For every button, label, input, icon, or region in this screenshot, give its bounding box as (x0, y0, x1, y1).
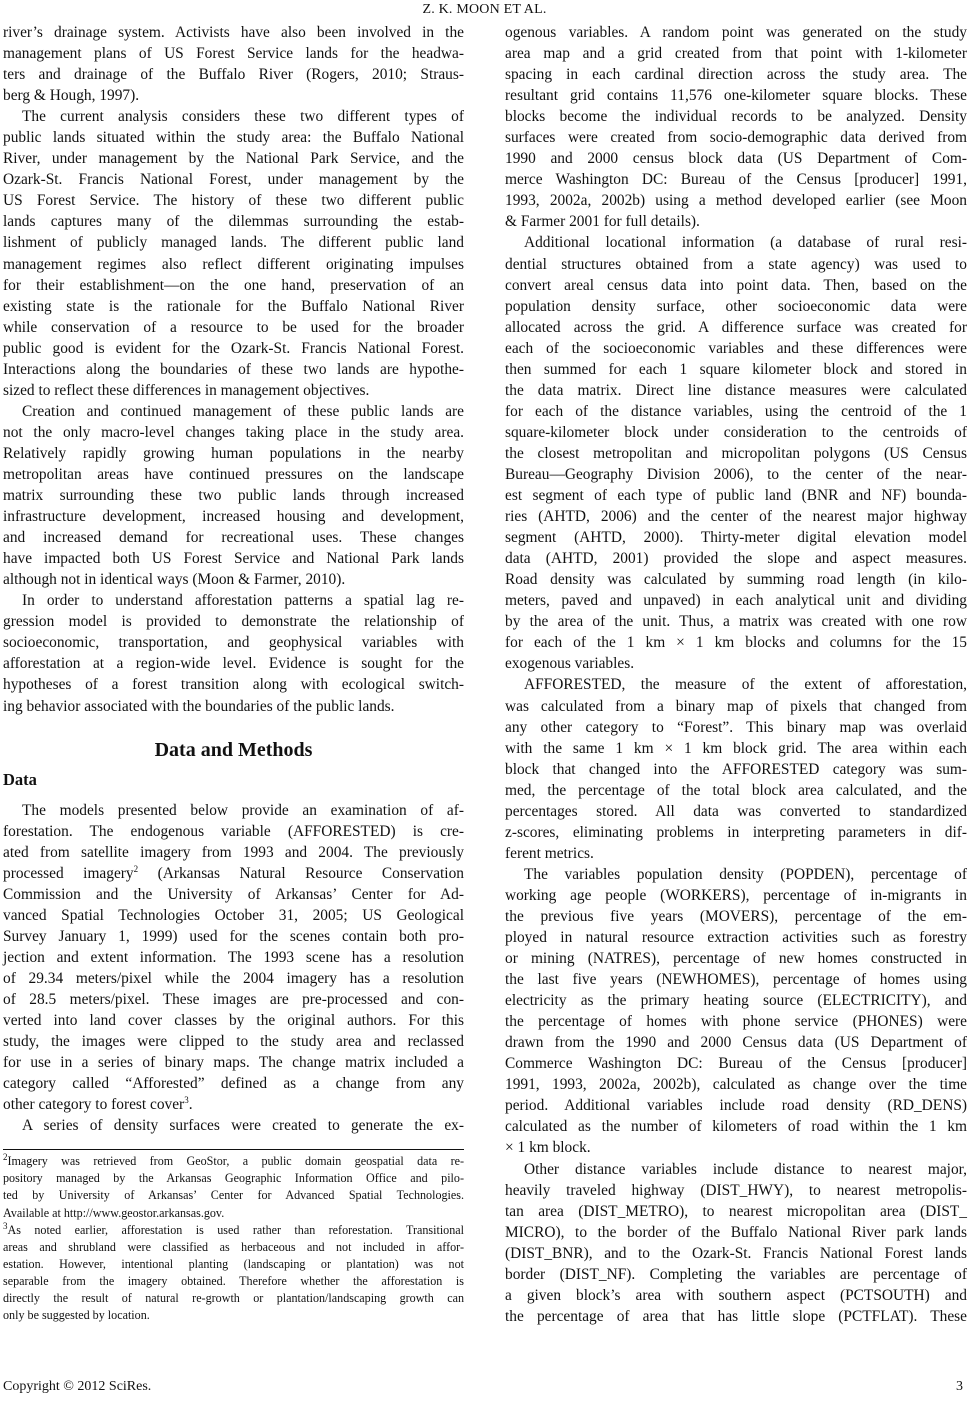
text-line: 1993, 2002a, 2002b) using a method developed earlier (see Moon (505, 192, 967, 210)
text-line: verted into land cover classes by the original authors. For this (3, 1012, 464, 1030)
text-line: category called “Afforested” defined as a change from any (3, 1075, 464, 1093)
text-line: the closest metropolitan and micropolitan polygons (US Census (505, 444, 967, 462)
text-line: ated from satellite imagery from 1993 and 2004. The previously (3, 843, 464, 861)
text-line: calculated as the number of kilometers of road within the 1 km (505, 1118, 967, 1136)
footnote-3-line: $^3$As noted earlier, afforestation is used rather than reforestation. Transitional (3, 1220, 464, 1237)
text-line: percentages stored. All data was converted to standardized (505, 802, 967, 820)
text-line: forestation. The endogenous variable (AFFORESTED) is cre- (3, 822, 464, 840)
text-line: (DIST_BNR), and to the Ozark-St. Francis National Forest lands (505, 1244, 967, 1262)
text-line: spacing in each cardinal direction across the study area. The (505, 66, 967, 84)
text-line: segment (AHTD, 2000). Thirty-meter digital elevation model (505, 529, 967, 547)
footnote-2-line: $^2$Imagery was retrieved from GeoStor, a public domain geospatial data re- (3, 1152, 464, 1169)
text-line: metropolitan areas have continued pressures on the landscape (3, 465, 464, 483)
text-line: public good is evident for the Ozark-St. Francis National Forest. (3, 339, 464, 357)
footnote-line: pository managed by the Arkansas Geographic Information Office and pilo- (3, 1171, 464, 1186)
text-line: of 28.5 meters/pixel. These images are pre-processed and con- (3, 990, 464, 1008)
text-line: for each of the distance variables, using the centroid of the 1 (505, 402, 967, 420)
running-head: Z. K. MOON ET AL. (422, 2, 547, 17)
text-line: the last five years (NEWHOMES), percentage of homes using (505, 971, 967, 989)
text-line: Creation and continued management of these public lands are (22, 402, 464, 420)
text-line: lishment of publicly managed lands. The different public land (3, 234, 464, 252)
paragraph-data (3, 800, 464, 1116)
text-line: the previous five years (MOVERS), percentage of the em- (505, 907, 967, 925)
text-line: resultant grid contains 11,576 one-kilometer square blocks. These (505, 87, 967, 105)
text-line: ing behavior associated with the boundaries of the public lands. (3, 697, 395, 715)
text-line: Additional locational information (a database of rural resi- (524, 234, 967, 252)
text-line: while conservation of a resource to be used for the broader (3, 318, 464, 336)
text-line: for use in a series of binary maps. The change matrix included a (3, 1054, 464, 1072)
text-line: socioeconomic, transportation, and geophysical variables with (3, 634, 464, 652)
text-line: × 1 km block. (505, 1139, 591, 1157)
text-line: was calculated from a binary map of pixels that changed from (505, 697, 967, 715)
footnote-divider (3, 1149, 464, 1150)
text-line: block that changed into the AFFORESTED category was sum- (505, 760, 967, 778)
text-line: z-scores, eliminating problems in interpreting parameters in dif- (505, 823, 967, 841)
text-line: and increased demand for recreational uses. These changes (3, 529, 464, 547)
text-line: then summed for each 1 square kilometer block and stored in (505, 360, 967, 378)
paragraph (3, 22, 464, 106)
page-number: 3 (956, 1379, 963, 1394)
text-line: & Farmer 2001 for full details). (505, 213, 700, 231)
text-line: Interactions along the boundaries of these two lands are hypothe- (3, 360, 464, 378)
subsection-title: Data (3, 769, 37, 789)
copyright-footer: Copyright © 2012 SciRes. (3, 1379, 152, 1394)
text-line: river’s drainage system. Activists have also been involved in the (3, 24, 464, 41)
text-line: allocated across the grid. A difference surface was created for (505, 318, 967, 336)
text-line: a given block’s area with southern aspect (PCTSOUTH) and (505, 1286, 967, 1304)
text-line: MICRO), to the border of the Buffalo National River park lands (505, 1223, 967, 1241)
text-line: med, the percentage of the total block area calculated, and the (505, 781, 967, 799)
text-line: sized to reflect these differences in management objectives. (3, 381, 370, 399)
text-line: 1990 and 2000 census block data (US Department of Com- (505, 150, 967, 168)
right-column (505, 22, 967, 1327)
text-line: although not in identical ways (Moon & Farmer, 2010). (3, 571, 346, 589)
text-line: infrastructure development, increased housing and development, (3, 508, 464, 526)
text-line: drawn from the 1990 and 2000 Census data (US Department of (505, 1034, 967, 1052)
text-line: Ozark-St. Francis National Forest, under management by the (3, 171, 464, 189)
paragraph (505, 674, 967, 863)
text-line: The current analysis considers these two different types of (22, 108, 464, 126)
text-line: Survey January 1, 1999) used for the scenes contain both pro- (3, 927, 464, 945)
text-line: have impacted both US Forest Service and National Park lands (3, 550, 464, 568)
text-line: period. Additional variables include road density (RD_DENS) (505, 1097, 967, 1115)
footnote-line: only be suggested by location. (3, 1308, 150, 1323)
text-line: for each of the 1 km × 1 km blocks and columns for the 15 (505, 634, 967, 652)
text-line: by the area of the unit. Thus, a matrix was created with one row (505, 613, 967, 631)
text-line: the percentage of homes with phone service (PHONES) were (505, 1013, 967, 1031)
text-line: or mining (NATRES), percentage of new homes constructed in (505, 950, 967, 968)
text-line: of 29.34 meters/pixel while the 2004 imagery has a resolution (3, 969, 464, 987)
text-line: matrix surrounding these two public lands through increased (3, 487, 464, 505)
text-line: 1991, 1993, 2002a, 2002b), calculated as change over the time (505, 1076, 967, 1094)
footnote-line: areas and shrubland were classified as herbaceous and not included in affor- (3, 1239, 464, 1254)
text-line: vanced Spatial Technologies October 31, 2005; US Geological (3, 906, 464, 924)
footnote-ref[interactable]: 2 (133, 863, 139, 874)
text-line: surfaces were created from socio-demographic data derived from (505, 129, 967, 147)
text-line: for their establishment—on the one hand, preservation of an (3, 276, 464, 294)
text-line: lands captures many of the dilemmas surrounding the estab- (3, 213, 464, 231)
text-line: Relatively rapidly growing human populations in the nearby (3, 444, 464, 462)
text-line: the data matrix. Direct line distance measures were calculated (505, 381, 967, 399)
text-line: convert areal census data into point data. Then, based on the (505, 276, 967, 294)
text-line: Commerce Washington DC: Bureau of the Census [producer] (505, 1055, 967, 1073)
text-line: population density surface, other socioeconomic data were (505, 297, 967, 315)
paragraph (3, 401, 464, 590)
paragraph (505, 864, 967, 1159)
text-line: The models presented below provide an examination of af- (22, 801, 464, 819)
text-line: other category to forest cover$^3$. (3, 1095, 193, 1114)
text-line: afforestation at a region-wide level. Evidence is sought for the (3, 655, 464, 673)
text-line: border (DIST_NF). Completing the variables are percentage of (505, 1265, 967, 1283)
paragraph (3, 1115, 464, 1136)
text-line: River, under management by the National Park Service, and the (3, 150, 464, 168)
text-line: hypotheses of a forest transition along with ecological switch- (3, 676, 464, 694)
text-line: jection and extent information. The 1993 scene has a resolution (3, 948, 464, 966)
paragraph (3, 106, 464, 401)
text-line: merce Washington DC: Bureau of the Census [producer] 1991, (505, 171, 967, 189)
text-line: ters and drainage of the Buffalo River (Rogers, 2010; Straus- (3, 66, 464, 84)
text-line: Other distance variables include distance to nearest major, (524, 1160, 967, 1178)
text-line: exogenous variables. (505, 655, 635, 673)
text-line: ferent metrics. (505, 844, 594, 862)
text-line: A series of density surfaces were created to generate the ex- (22, 1117, 464, 1135)
text-line: gression model is provided to demonstrate the relationship of (3, 613, 464, 631)
text-line: meters, paved and unpaved) in each analytical unit and dividing (505, 592, 967, 610)
text-line: est segment of each type of public land (BNR and NF) bounda- (505, 487, 967, 505)
paragraph (505, 232, 967, 674)
paragraph (3, 590, 464, 716)
text-line: with the same 1 km × 1 km block grid. The area within each (505, 739, 967, 757)
text-line: processed imagery$^2$ (Arkansas Natural Resource Conservation (3, 863, 464, 882)
text-line: AFFORESTED, the measure of the extent of afforestation, (524, 676, 967, 694)
section-title: Data and Methods (154, 738, 313, 761)
left-column (3, 22, 464, 1324)
footnote-ref[interactable]: 3 (184, 1095, 189, 1106)
text-line: existing state is the rationale for the Buffalo National River (3, 297, 464, 315)
text-line: heavily traveled highway (DIST_HWY), to nearest metropolis- (505, 1181, 967, 1199)
text-line: data (AHTD, 2001) provided the slope and aspect measures. (505, 550, 967, 568)
text-line: tan area (DIST_METRO), to nearest micropolitan area (DIST_ (505, 1202, 967, 1220)
text-line: each of the socioeconomic variables and these differences were (505, 339, 967, 357)
footnote-line: separable from the imagery obtained. Therefore whether the afforestation is (3, 1273, 464, 1288)
text-line: US Forest Service. The history of these two different public (3, 192, 464, 210)
text-line: In order to understand afforestation patterns a spatial lag re- (22, 592, 464, 610)
text-line: ployed in natural resource extraction activities such as forestry (505, 929, 967, 947)
text-line: study, the images were clipped to the study area and reclassed (3, 1033, 464, 1051)
text-line: area map and a grid created from that point with 1-kilometer (505, 45, 967, 63)
paragraph (505, 22, 967, 232)
text-line: blocks become the individual records to be analyzed. Density (505, 108, 967, 126)
text-line: ries (AHTD, 2006) and the center of the nearest major highway (505, 508, 967, 526)
text-line: management plans of US Forest Service lands for the headwa- (3, 45, 464, 63)
text-line: electricity as the primary heating source (ELECTRICITY), and (505, 992, 967, 1010)
text-line: Bureau—Geography Division 2006), to the center of the near- (505, 465, 967, 483)
paragraph (505, 1159, 967, 1327)
text-line: not the only macro-level changes taking place in the study area. (3, 423, 464, 441)
text-line: the percentage of area that has little slope (PCTFLAT). These (505, 1307, 967, 1325)
footnote-line: estation. However, intentional planting (landscaping or plantation) was not (3, 1256, 464, 1271)
text-line: Commission and the University of Arkansas’ Center for Ad- (3, 885, 464, 903)
text-line: ogenous variables. A random point was generated on the study (505, 24, 967, 41)
text-line: public lands situated within the study area: the Buffalo National (3, 129, 464, 147)
footnote-url[interactable]: Available at http://www.geostor.arkansas.gov. (3, 1205, 225, 1220)
text-line: working age people (WORKERS), percentage of in-migrants in (505, 886, 967, 904)
text-line: Road density was calculated by summing road length (in kilo- (505, 571, 967, 589)
text-line: dential structures obtained from a state agency) was used to (505, 255, 967, 273)
text-line: management regimes also reflect different originating impulses (3, 255, 464, 273)
text-line: The variables population density (POPDEN), percentage of (524, 865, 967, 883)
footnote-line: ted by University of Arkansas’ Center for Advanced Spatial Technologies. (3, 1188, 464, 1203)
text-line: any other category to “Forest”. This binary map was overlaid (505, 718, 967, 736)
text-line: square-kilometer block under consideration to the centroids of (505, 423, 967, 441)
text-line: berg & Hough, 1997). (3, 87, 140, 105)
footnotes (3, 1153, 464, 1324)
footnote-line: directly the result of natural re-growth or plantation/landscaping growth can (3, 1291, 464, 1306)
